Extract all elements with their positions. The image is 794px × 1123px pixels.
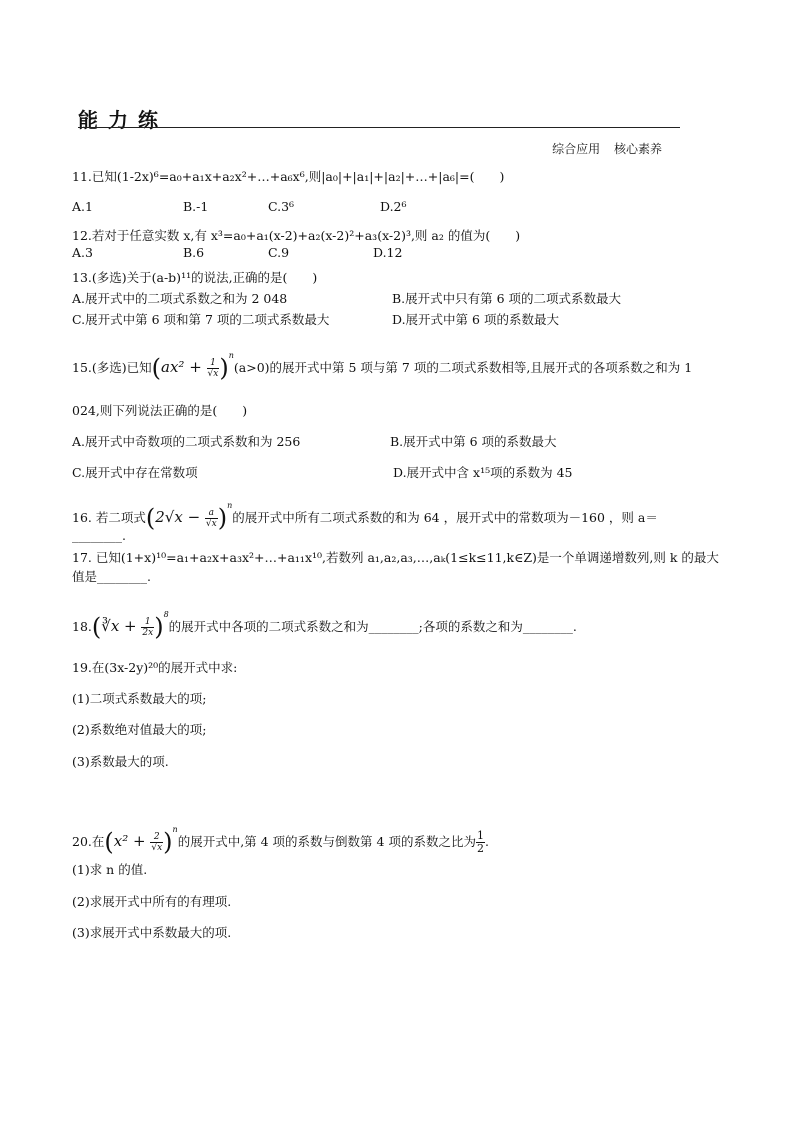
q16-formula: (2√x − $\frac{a}{√x}$ )$^n$ xyxy=(145,501,233,532)
q15-option-c: C.展开式中存在常数项 xyxy=(72,465,198,480)
question-12: 12.若对于任意实数 x,有 x³=a₀+a₁(x-2)+a₂(x-2)²+a₃(x-2)³,则 a₂ 的值为( ) xyxy=(72,228,521,243)
q15-option-a: A.展开式中奇数项的二项式系数和为 256 xyxy=(72,434,301,449)
section-title: 能力练 xyxy=(78,108,168,132)
question-19: 19.在(3x-2y)²⁰的展开式中求: xyxy=(72,660,238,675)
q18-suffix: 的展开式中各项的二项式系数之和为________;各项的系数之和为________. xyxy=(168,619,577,634)
section-tags xyxy=(552,140,662,157)
q20-part-2: (2)求展开式中所有的有理项. xyxy=(72,894,232,909)
q15-line2: 024,则下列说法正确的是( ) xyxy=(72,403,248,418)
q16-suffix: 的展开式中所有二项式系数的和为 64 ，展开式中的常数项为－160 ，则 a＝ xyxy=(232,510,658,525)
question-15 xyxy=(72,342,692,382)
tag-core-literacy: 核心素养 xyxy=(613,142,662,156)
q15-prefix: 15.(多选)已知 xyxy=(72,360,152,375)
q15-option-b: B.展开式中第 6 项的系数最大 xyxy=(390,434,557,449)
q19-part-3: (3)系数最大的项. xyxy=(72,754,169,769)
q20-part-1: (1)求 n 的值. xyxy=(72,862,148,877)
q13-option-c: C.展开式中第 6 项和第 7 项的二项式系数最大 xyxy=(72,312,330,327)
q20-prefix: 20.在 xyxy=(72,834,105,849)
q17-line2: 值是________. xyxy=(72,569,151,584)
q13-option-a: A.展开式中的二项式系数之和为 2 048 xyxy=(72,291,288,306)
tag-comprehensive: 综合应用 xyxy=(552,142,601,156)
question-17: 17. 已知(1+x)¹⁰=a₁+a₂x+a₃x²+…+a₁₁x¹⁰,若数列 a₁,a₂,a₃,…,aₖ(1≤k≤11,k∈Z)是一个单调递增数列,则 k 的最大 xyxy=(72,550,719,565)
q20-part-3: (3)求展开式中系数最大的项. xyxy=(72,925,232,940)
q12-option-a: A.3 xyxy=(72,245,93,260)
q19-part-2: (2)系数绝对值最大的项; xyxy=(72,722,207,737)
q15-suffix: (a>0)的展开式中第 5 项与第 7 项的二项式系数相等,且展开式的各项系数之和为 1 xyxy=(233,360,693,375)
q20-formula: (x² + $\frac{2}{√x}$ )$^n$ xyxy=(104,825,178,856)
q16-line2: ________. xyxy=(72,528,126,543)
q11-option-b: B.-1 xyxy=(183,199,209,214)
q12-option-c: C.9 xyxy=(268,245,290,260)
q20-suffix: 的展开式中,第 4 项的系数与倒数第 4 项的系数之比为 xyxy=(177,834,476,849)
question-20: 20.在(x² + $\frac{2}{√x}$ )$^n$的展开式中,第 4 项的系数与倒数第 4 项的系数之比为 $\frac{1}{2}$ . xyxy=(72,825,489,856)
q13-option-b: B.展开式中只有第 6 项的二项式系数最大 xyxy=(392,291,622,306)
q18-formula: (∛x + $\frac{1}{2x}$ )$^8$ xyxy=(91,610,169,641)
question-13: 13.(多选)关于(a-b)¹¹的说法,正确的是( ) xyxy=(72,270,318,285)
question-11: 11.已知(1-2x)⁶=a₀+a₁x+a₂x²+…+a₆x⁶,则|a₀|+|a₁|+|a₂|+…+|a₆|=( ) xyxy=(72,169,505,184)
q11-option-a: A.1 xyxy=(72,199,93,214)
q12-option-b: B.6 xyxy=(183,245,205,260)
q13-option-d: D.展开式中第 6 项的系数最大 xyxy=(392,312,559,327)
question-18 xyxy=(72,600,577,642)
q11-option-c: C.3⁶ xyxy=(268,199,295,214)
q16-prefix: 16. 若二项式 xyxy=(72,510,146,525)
q20-ratio: $\frac{1}{2}$ xyxy=(476,829,484,855)
q15-option-d: D.展开式中含 x¹⁵项的系数为 45 xyxy=(393,465,573,480)
q11-option-d: D.2⁶ xyxy=(380,199,407,214)
q19-part-1: (1)二项式系数最大的项; xyxy=(72,691,207,706)
section-rule xyxy=(78,127,680,128)
q18-prefix: 18. xyxy=(72,619,92,634)
question-16 xyxy=(72,492,658,532)
q15-formula: (ax² + $\frac{1}{√x}$ )$^n$ xyxy=(151,351,234,382)
q12-option-d: D.12 xyxy=(373,245,403,260)
